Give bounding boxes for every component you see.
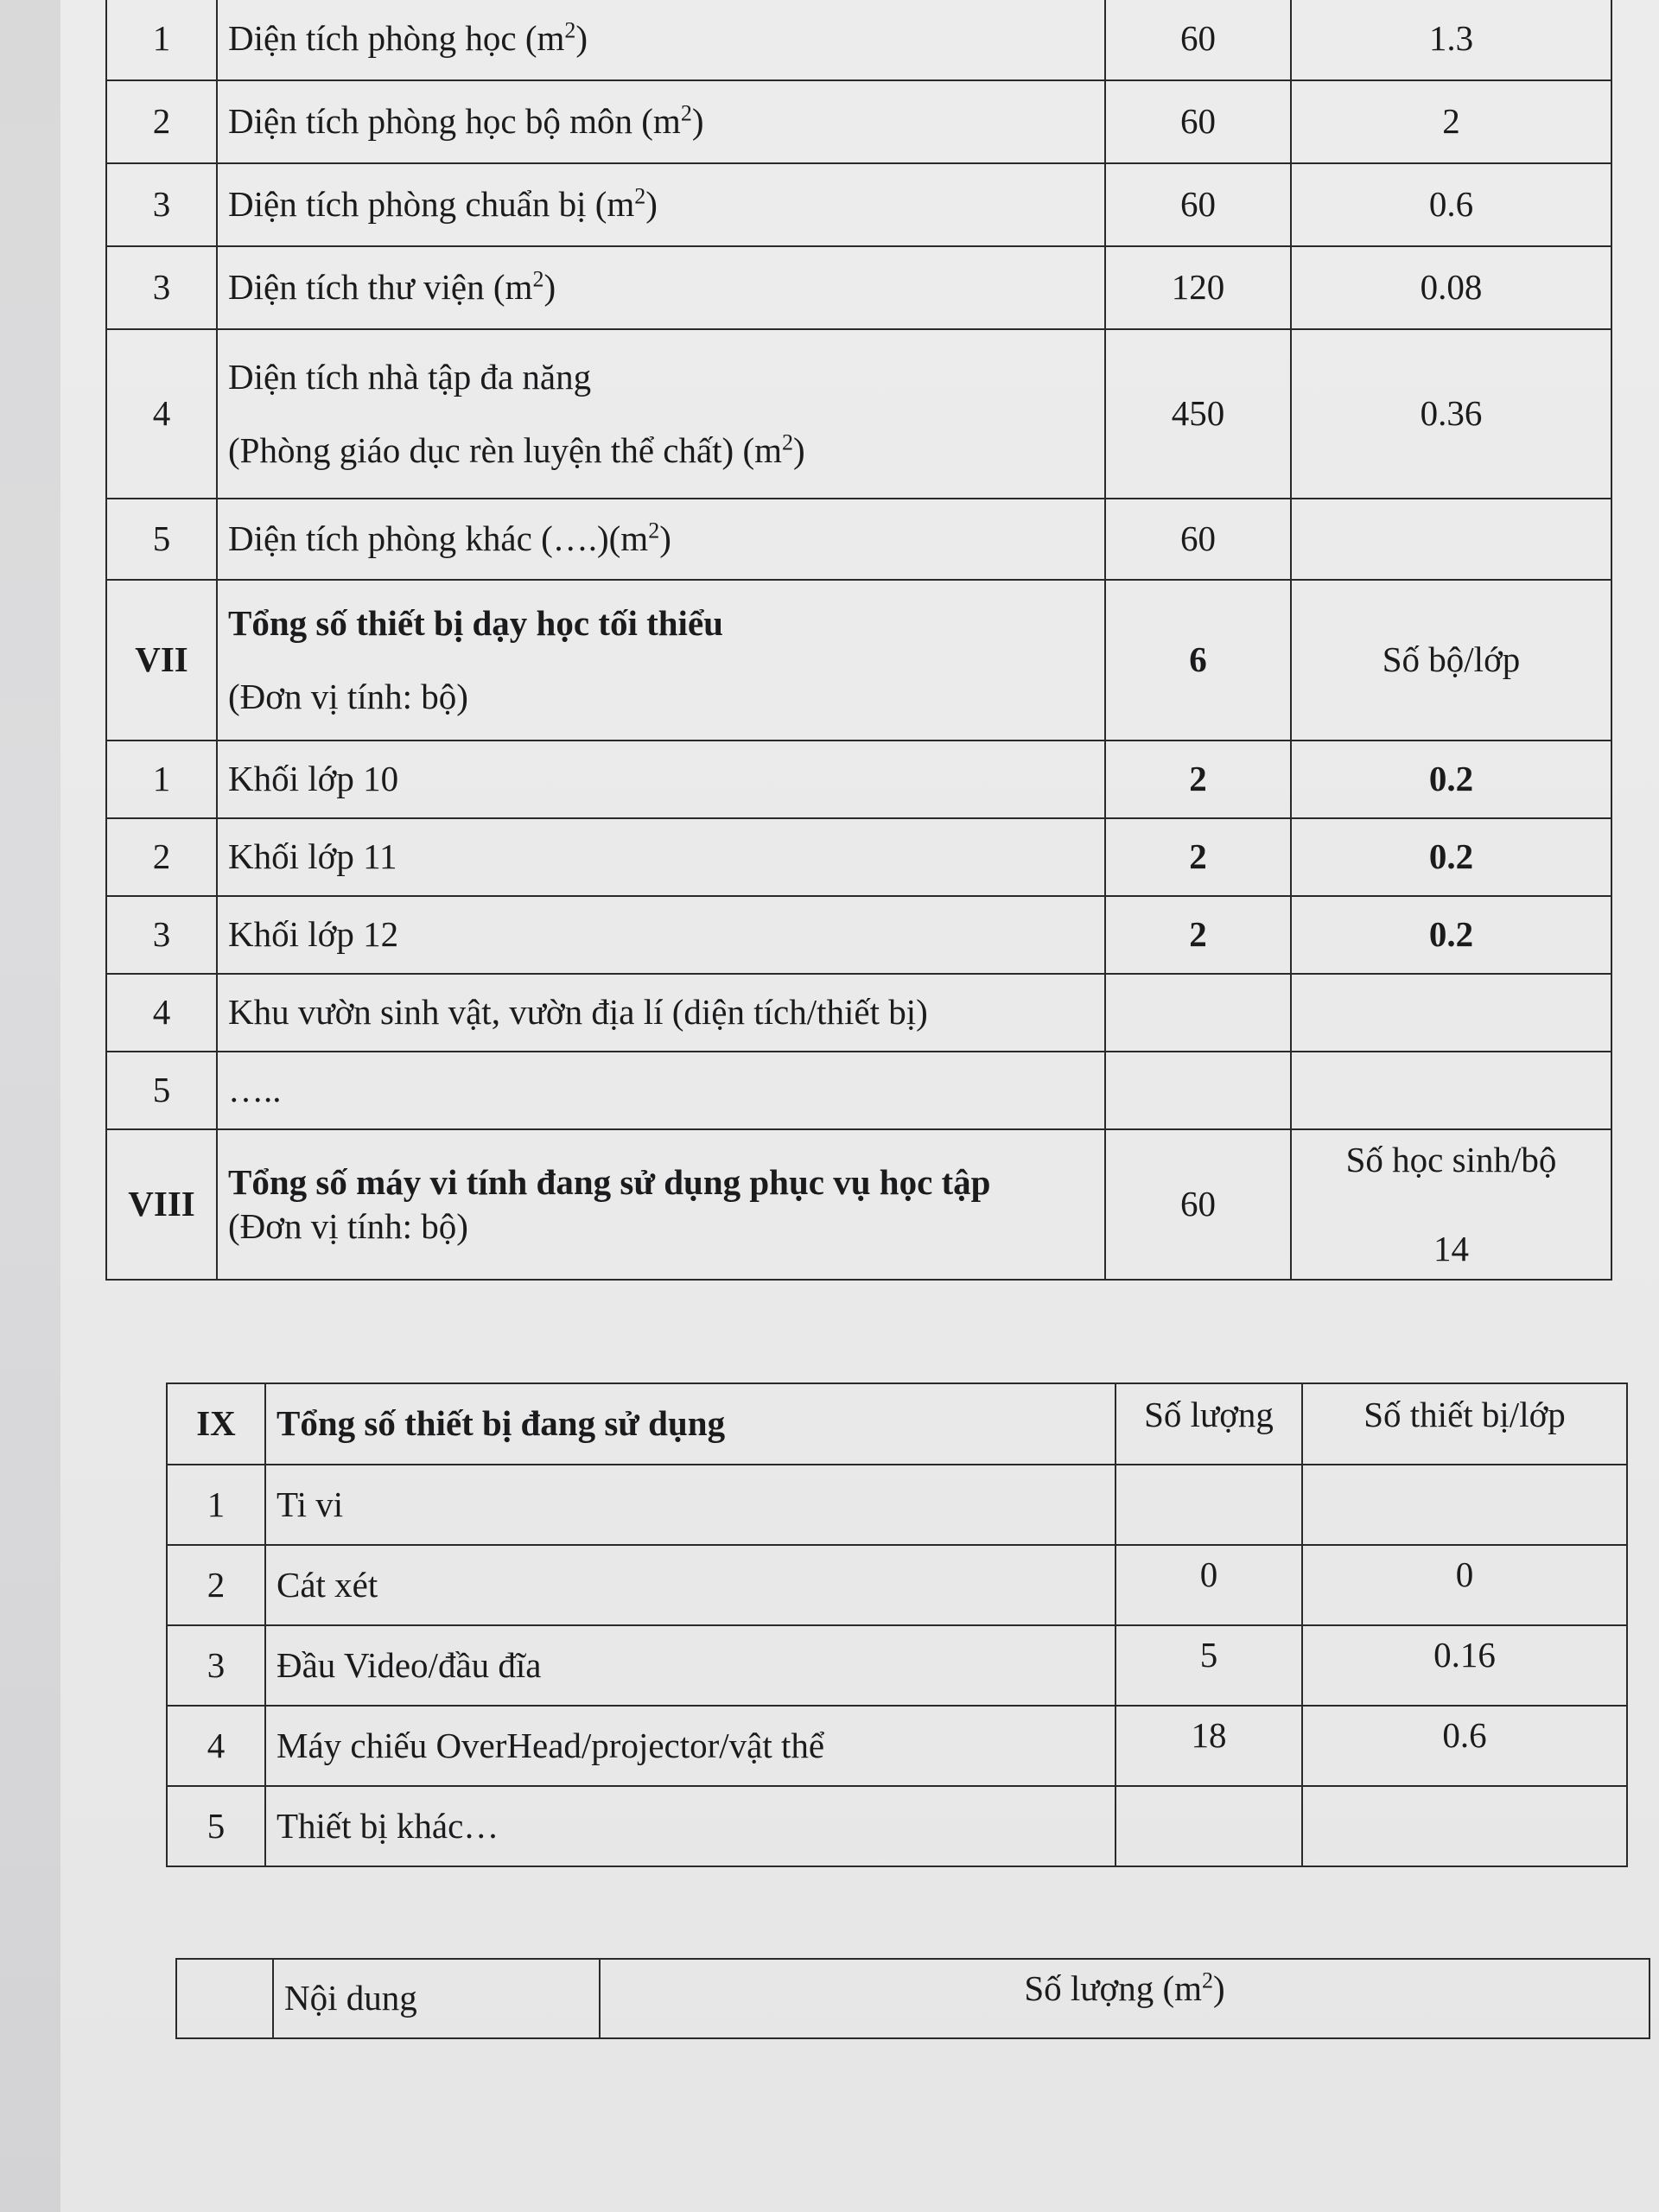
section-value: 60 (1105, 1129, 1291, 1280)
section-value: 6 (1105, 580, 1291, 741)
row-value (1105, 974, 1291, 1052)
table-row (167, 1706, 1627, 1786)
table-row (106, 163, 1611, 246)
section-vii-header (106, 580, 1611, 741)
row-label: Diện tích phòng học bộ môn $(m^2)$ (217, 80, 1105, 163)
row-number: 3 (106, 246, 217, 329)
row-value: 5 (1116, 1625, 1302, 1706)
row-ratio: 0.2 (1291, 896, 1611, 974)
row-value: 2 (1105, 818, 1291, 896)
row-value (1116, 1465, 1302, 1545)
facilities-table (105, 0, 1612, 1281)
row-label: Diện tích nhà tập đa năng (Phòng giáo dục rèn luyện thể chất) $(m^2)$ (217, 329, 1105, 499)
row-value (1105, 1052, 1291, 1129)
section-number: VIII (106, 1129, 217, 1280)
row-number: 1 (167, 1465, 265, 1545)
row-label: Thiết bị khác… (265, 1786, 1116, 1866)
row-ratio: 2 (1291, 80, 1611, 163)
row-ratio: 0.16 (1302, 1625, 1627, 1706)
row-label: Khối lớp 11 (217, 818, 1105, 896)
row-value (1116, 1786, 1302, 1866)
row-label: Ti vi (265, 1465, 1116, 1545)
row-number: 3 (106, 163, 217, 246)
column-header-ratio: Số thiết bị/lớp (1302, 1383, 1627, 1465)
row-ratio (1302, 1465, 1627, 1545)
column-header-quantity: Số lượng (1116, 1383, 1302, 1465)
row-label: Đầu Video/đầu đĩa (265, 1625, 1116, 1706)
row-value: 0 (1116, 1545, 1302, 1625)
section-ratio-label: Số bộ/lớp (1291, 580, 1611, 741)
table-row (106, 80, 1611, 163)
row-ratio: 1.3 (1291, 0, 1611, 80)
section-number: VII (106, 580, 217, 741)
row-number: 3 (167, 1625, 265, 1706)
row-number: 5 (106, 499, 217, 580)
row-ratio: 0.2 (1291, 741, 1611, 818)
row-value: 2 (1105, 741, 1291, 818)
row-number: 1 (106, 0, 217, 80)
row-label: Khối lớp 12 (217, 896, 1105, 974)
section-number: IX (167, 1383, 265, 1465)
table-row (106, 974, 1611, 1052)
row-value: 60 (1105, 80, 1291, 163)
row-ratio (1291, 974, 1611, 1052)
row-ratio (1302, 1786, 1627, 1866)
table-row (167, 1786, 1627, 1866)
row-number: 4 (106, 329, 217, 499)
table-row (106, 499, 1611, 580)
row-number: 4 (167, 1706, 265, 1786)
row-ratio (1291, 499, 1611, 580)
row-label: ….. (217, 1052, 1105, 1129)
row-value: 18 (1116, 1706, 1302, 1786)
section-ix-header (167, 1383, 1627, 1465)
section-title: Tổng số thiết bị dạy học tối thiểu (Đơn vị tính: bộ) (217, 580, 1105, 741)
row-label: Máy chiếu OverHead/projector/vật thể (265, 1706, 1116, 1786)
table-row (106, 818, 1611, 896)
row-value: 60 (1105, 0, 1291, 80)
table-row (106, 0, 1611, 80)
row-number: 4 (106, 974, 217, 1052)
row-ratio: 0.08 (1291, 246, 1611, 329)
row-label: Diện tích phòng học $(m^2)$ (217, 0, 1105, 80)
row-ratio (1291, 1052, 1611, 1129)
equipment-table (166, 1382, 1628, 1867)
row-label: Khối lớp 10 (217, 741, 1105, 818)
row-ratio: 0.2 (1291, 818, 1611, 896)
row-label: Cát xét (265, 1545, 1116, 1625)
table-row (106, 1052, 1611, 1129)
section-title: Tổng số thiết bị đang sử dụng (265, 1383, 1116, 1465)
row-label: Diện tích thư viện $(m^2)$ (217, 246, 1105, 329)
row-value: 2 (1105, 896, 1291, 974)
table-row (106, 329, 1611, 499)
row-number: 2 (167, 1545, 265, 1625)
table-header-row (176, 1959, 1649, 2038)
table-row (167, 1465, 1627, 1545)
table-row (167, 1625, 1627, 1706)
row-ratio: 0.6 (1302, 1706, 1627, 1786)
row-label: Diện tích phòng chuẩn bị $(m^2)$ (217, 163, 1105, 246)
table-row (106, 896, 1611, 974)
row-value: 60 (1105, 163, 1291, 246)
row-ratio: 0.36 (1291, 329, 1611, 499)
row-label: Khu vườn sinh vật, vườn địa lí (diện tích/thiết bị) (217, 974, 1105, 1052)
section-viii-row (106, 1129, 1611, 1280)
table-row (106, 246, 1611, 329)
row-label: Diện tích phòng khác $(\dots.)(m^2)$ (217, 499, 1105, 580)
column-header-content: Nội dung (273, 1959, 600, 2038)
row-number: 3 (106, 896, 217, 974)
area-table (175, 1958, 1650, 2039)
table-row (167, 1545, 1627, 1625)
empty-cell (176, 1959, 273, 2038)
row-number: 1 (106, 741, 217, 818)
row-ratio: 0.6 (1291, 163, 1611, 246)
section-ratio: Số học sinh/bộ 14 (1291, 1129, 1611, 1280)
row-number: 2 (106, 818, 217, 896)
row-ratio: 0 (1302, 1545, 1627, 1625)
column-header-quantity: Số lượng $(m^2)$ (600, 1959, 1649, 2038)
section-title: Tổng số máy vi tính đang sử dụng phục vụ học tập (Đơn vị tính: bộ) (217, 1129, 1105, 1280)
table-row (106, 741, 1611, 818)
row-value: 60 (1105, 499, 1291, 580)
row-value: 120 (1105, 246, 1291, 329)
row-number: 2 (106, 80, 217, 163)
row-value: 450 (1105, 329, 1291, 499)
row-number: 5 (106, 1052, 217, 1129)
row-number: 5 (167, 1786, 265, 1866)
